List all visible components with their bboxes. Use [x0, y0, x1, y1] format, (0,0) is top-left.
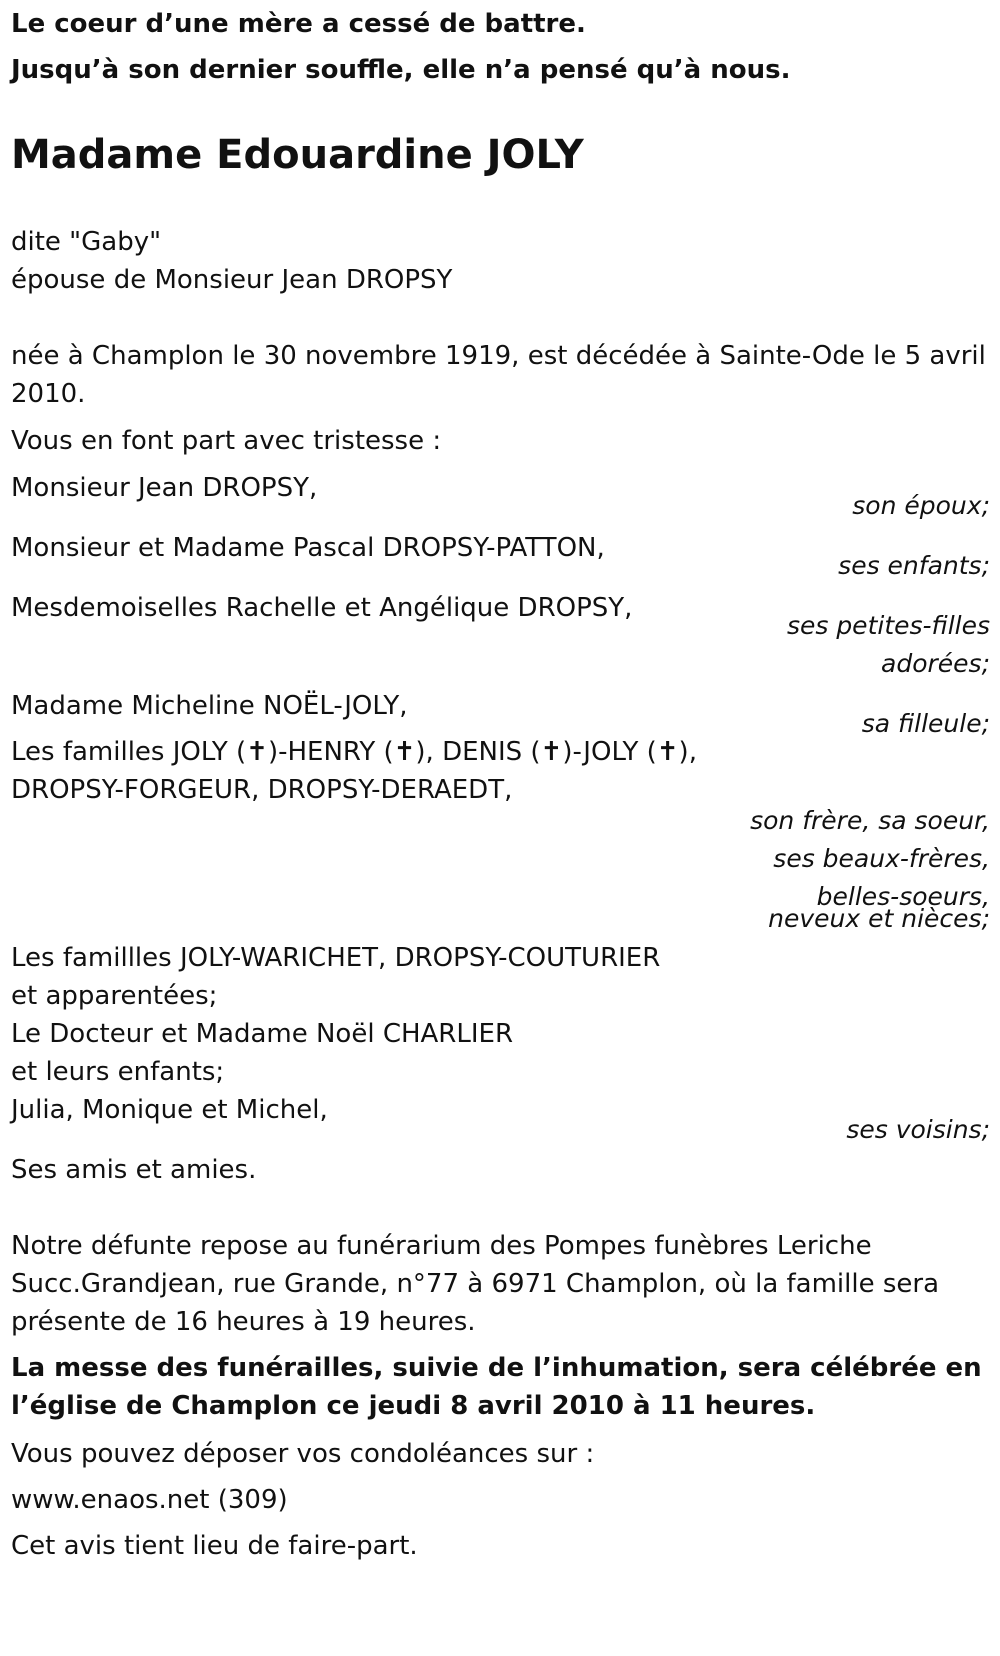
birth-death-line-2: 2010.	[11, 379, 86, 409]
family-name-line: et leurs enfants;	[11, 1057, 225, 1087]
family-relation-line: neveux et nièces;	[768, 904, 990, 933]
family-name-line: et apparentées;	[11, 981, 218, 1011]
intro-line-1: Le coeur d’une mère a cessé de battre.	[11, 9, 586, 39]
family-name-line: Monsieur Jean DROPSY,	[11, 473, 318, 503]
mass-line-2: l’église de Champlon ce jeudi 8 avril 2010 à 11 heures.	[11, 1391, 816, 1421]
family-relation-line: ses voisins;	[846, 1115, 990, 1144]
family-relation-line: ses petites-filles	[786, 611, 990, 640]
closing-line: Cet avis tient lieu de faire-part.	[11, 1531, 418, 1561]
funerarium-line-1: Notre défunte repose au funérarium des Pompes funèbres Leriche	[11, 1231, 872, 1261]
family-name-line: Mesdemoiselles Rachelle et Angélique DROPSY,	[11, 593, 633, 623]
mass-line-1: La messe des funérailles, suivie de l’inhumation, sera célébrée en	[11, 1353, 982, 1383]
family-relation-line: son époux;	[852, 491, 990, 520]
family-name-line: DROPSY-FORGEUR, DROPSY-DERAEDT,	[11, 775, 513, 805]
condolences-line: Vous pouvez déposer vos condoléances sur :	[11, 1439, 595, 1469]
birth-death-line-1: née à Champlon le 30 novembre 1919, est décédée à Sainte-Ode le 5 avril	[11, 341, 986, 371]
friends-line: Ses amis et amies.	[11, 1155, 257, 1185]
announcement: Vous en font part avec tristesse :	[11, 426, 442, 456]
family-name-line: Julia, Monique et Michel,	[11, 1095, 328, 1125]
family-relation-line: son frère, sa soeur,	[750, 806, 990, 835]
deceased-name: Madame Edouardine JOLY	[11, 132, 584, 178]
spouse-line: épouse de Monsieur Jean DROPSY	[11, 265, 453, 295]
intro-line-2: Jusqu’à son dernier souffle, elle n’a pensé qu’à nous.	[11, 55, 791, 85]
family-relation-line: belles-soeurs,	[816, 882, 990, 911]
family-name-line: Madame Micheline NOËL-JOLY,	[11, 691, 408, 721]
family-name-line: Les famillles JOLY-WARICHET, DROPSY-COUTURIER	[11, 943, 661, 973]
funerarium-line-3: présente de 16 heures à 19 heures.	[11, 1307, 476, 1337]
family-relation-line: ses beaux-frères,	[773, 844, 990, 873]
family-name-line: Le Docteur et Madame Noël CHARLIER	[11, 1019, 514, 1049]
nickname: dite "Gaby"	[11, 227, 162, 257]
family-name-line: Monsieur et Madame Pascal DROPSY-PATTON,	[11, 533, 605, 563]
family-relation-line: adorées;	[881, 649, 990, 678]
website-link[interactable]: www.enaos.net (309)	[11, 1485, 288, 1515]
family-name-line: Les familles JOLY (✝)-HENRY (✝), DENIS (✝)-JOLY (✝),	[11, 737, 697, 767]
funerarium-line-2: Succ.Grandjean, rue Grande, n°77 à 6971 Champlon, où la famille sera	[11, 1269, 940, 1299]
family-relation-line: ses enfants;	[838, 551, 990, 580]
family-relation-line: sa filleule;	[861, 709, 990, 738]
